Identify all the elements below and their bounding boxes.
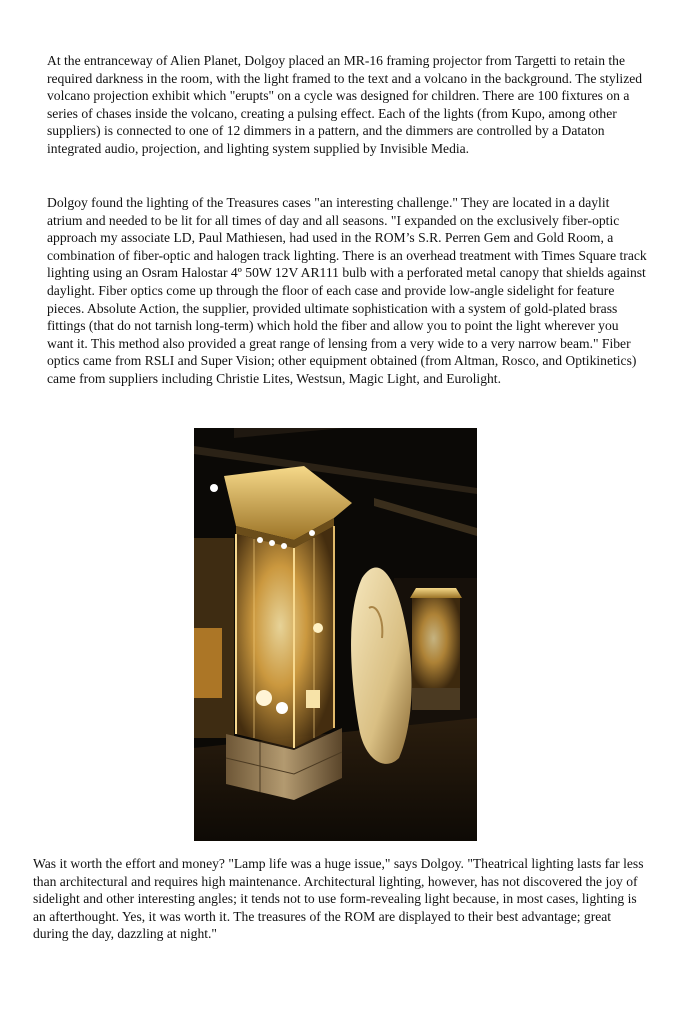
paragraph-worth-it: Was it worth the effort and money? "Lamp life was a huge issue," says Dolgoy. "Theatrical lighting lasts far less than architectural and requires high maintenance. Architectural lighting, however, has not discovered the joy of sidelight and other interesting angles; it tends not to use form-revealing light because, in most cases, lighting is an afterthought. Yes, it was worth it. The treasures of the ROM are displayed to their best advantage; great during the day, dazzling at night."	[33, 856, 644, 942]
photo-illustration	[194, 428, 477, 841]
paragraph-alien-planet: At the entranceway of Alien Planet, Dolgoy placed an MR-16 framing projector from Targetti to retain the required darkness in the room, with the light framed to the text and a volcano in the background. The stylized volcano projection exhibit which "erupts" on a cycle was designed for children. There are 100 fixtures on a series of chases inside the volcano, creating a pulsing effect. Each of the lights (from Kupo, among other suppliers) is connected to one of 12 dimmers in a pattern, and the dimmers are controlled by a Dataton integrated audio, projection, and lighting system supplied by Invisible Media.	[47, 53, 643, 156]
paragraph-treasures-cases: Dolgoy found the lighting of the Treasures cases "an interesting challenge." They are located in a daylit atrium and needed to be lit for all times of day and all seasons. "I expanded on the exclusively fiber-optic approach my associate LD, Paul Mathiesen, had used in the ROM’s S.R. Perren Gem and Gold Room, a combination of fiber-optic and halogen track lighting. There is an overhead treatment with Times Square track lighting using an Osram Halostar 4º 50W 12V AR111 bulb with a perforated metal canopy that shields against daylight. Fiber optics come up through the floor of each case and provide low-angle sidelight for feature pieces. Absolute Action, the supplier, provided ultimate sophistication with a system of gold-plated brass fittings (that do not tarnish long-term) which hold the fiber and allow you to point the light wherever you want it. This method also provided a great range of lensing from a very wide to a very narrow beam." Fiber optics came from RSLI and Super Vision; other equipment obtained (from Altman, Rosco, and Optikinetics) came from suppliers including Christie Lites, Westsun, Magic Light, and Eurolight.	[47, 195, 647, 386]
photo-treasures-display-case	[194, 428, 477, 841]
